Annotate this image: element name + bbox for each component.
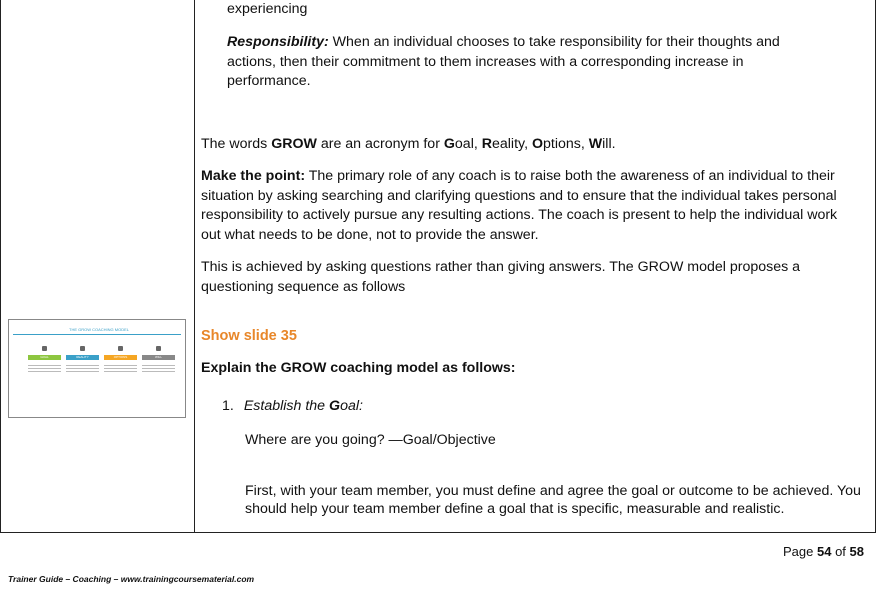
list-item-1 <box>222 397 363 417</box>
options-icon <box>118 346 123 351</box>
make-point-label: Make the point: <box>201 168 306 184</box>
first-paragraph: First, with your team member, you must define and agree the goal or outcome to be achieved. You should help your team member define a goal that is specific, measurable and realistic. <box>245 483 861 517</box>
page-number <box>783 544 864 559</box>
options-rest: ptions, <box>543 136 589 152</box>
will-rest: ill. <box>602 136 616 152</box>
slide-thumbnail <box>8 319 186 418</box>
document-icon <box>80 346 85 351</box>
grow-pre: The words <box>201 136 272 152</box>
list-number: 1. <box>222 398 234 414</box>
thumbnail-bar: OPTIONS <box>104 355 137 360</box>
page-current: 54 <box>816 544 832 559</box>
flag-icon <box>156 346 161 351</box>
options-initial: O <box>531 136 543 152</box>
thumbnail-bar: WILL <box>142 355 175 360</box>
thumbnail-text-lines <box>66 364 99 374</box>
thumbnail-column-goal <box>28 346 61 374</box>
thumbnail-column-will <box>142 346 175 374</box>
where-text: Where are you going? —Goal/Objective <box>245 432 496 448</box>
goal-initial: G <box>443 136 455 152</box>
responsibility-text: When an individual chooses to take responsibility for their thoughts and actions, then their commitment to them increases with a corresponding increase in performance. <box>227 34 780 89</box>
continued-text: experiencing <box>227 1 308 17</box>
goal-initial-item: G <box>329 398 341 414</box>
make-point-text: The primary role of any coach is to raise both the awareness of an individual to their situation by asking searching and clarifying questions and to ensure that the individual takes personal responsibility to actively pursue any resulting actions. The coach is present to help the individual work out what needs to be done, not to provide the answer. <box>201 168 838 243</box>
grow-word: GROW <box>271 136 317 152</box>
show-slide-heading: Show slide 35 <box>201 328 297 344</box>
responsibility-label: Responsibility: <box>227 34 329 50</box>
thumbnail-text-lines <box>28 364 61 374</box>
footer-text: Trainer Guide – Coaching – www.trainingcoursematerial.com <box>8 574 255 584</box>
responsibility-paragraph <box>227 33 827 92</box>
reality-initial: R <box>481 136 492 152</box>
grow-mid: are an acronym for <box>316 136 444 152</box>
thumbnail-column-options <box>104 346 137 374</box>
thumbnail-text-lines <box>142 364 175 374</box>
column-divider <box>194 0 195 533</box>
explain-heading <box>201 359 841 379</box>
thumbnail-text-lines <box>104 364 137 374</box>
page-label: Page <box>783 544 817 559</box>
page-total: 58 <box>849 544 864 559</box>
item-rest: oal: <box>340 398 363 414</box>
item-text <box>244 398 363 414</box>
achieved-paragraph: This is achieved by asking questions rather than giving answers. The GROW model proposes a questioning sequence as follows <box>201 259 801 295</box>
grow-acronym-paragraph <box>201 135 841 155</box>
thumbnail-title: THE GROW COACHING MODEL <box>69 327 130 332</box>
goal-rest: oal, <box>454 136 482 152</box>
thumbnail-bar: REALITY <box>66 355 99 360</box>
target-icon <box>42 346 47 351</box>
thumbnail-bar: GOAL <box>28 355 61 360</box>
thumbnail-rule <box>13 334 181 335</box>
item-pre: Establish the <box>243 398 330 414</box>
explain-text: Explain the GROW coaching model as follows: <box>201 360 516 376</box>
page-of: of <box>831 544 850 559</box>
make-point-paragraph <box>201 167 841 245</box>
thumbnail-column-reality <box>66 346 99 374</box>
reality-rest: eality, <box>492 136 532 152</box>
will-initial: W <box>588 136 603 152</box>
